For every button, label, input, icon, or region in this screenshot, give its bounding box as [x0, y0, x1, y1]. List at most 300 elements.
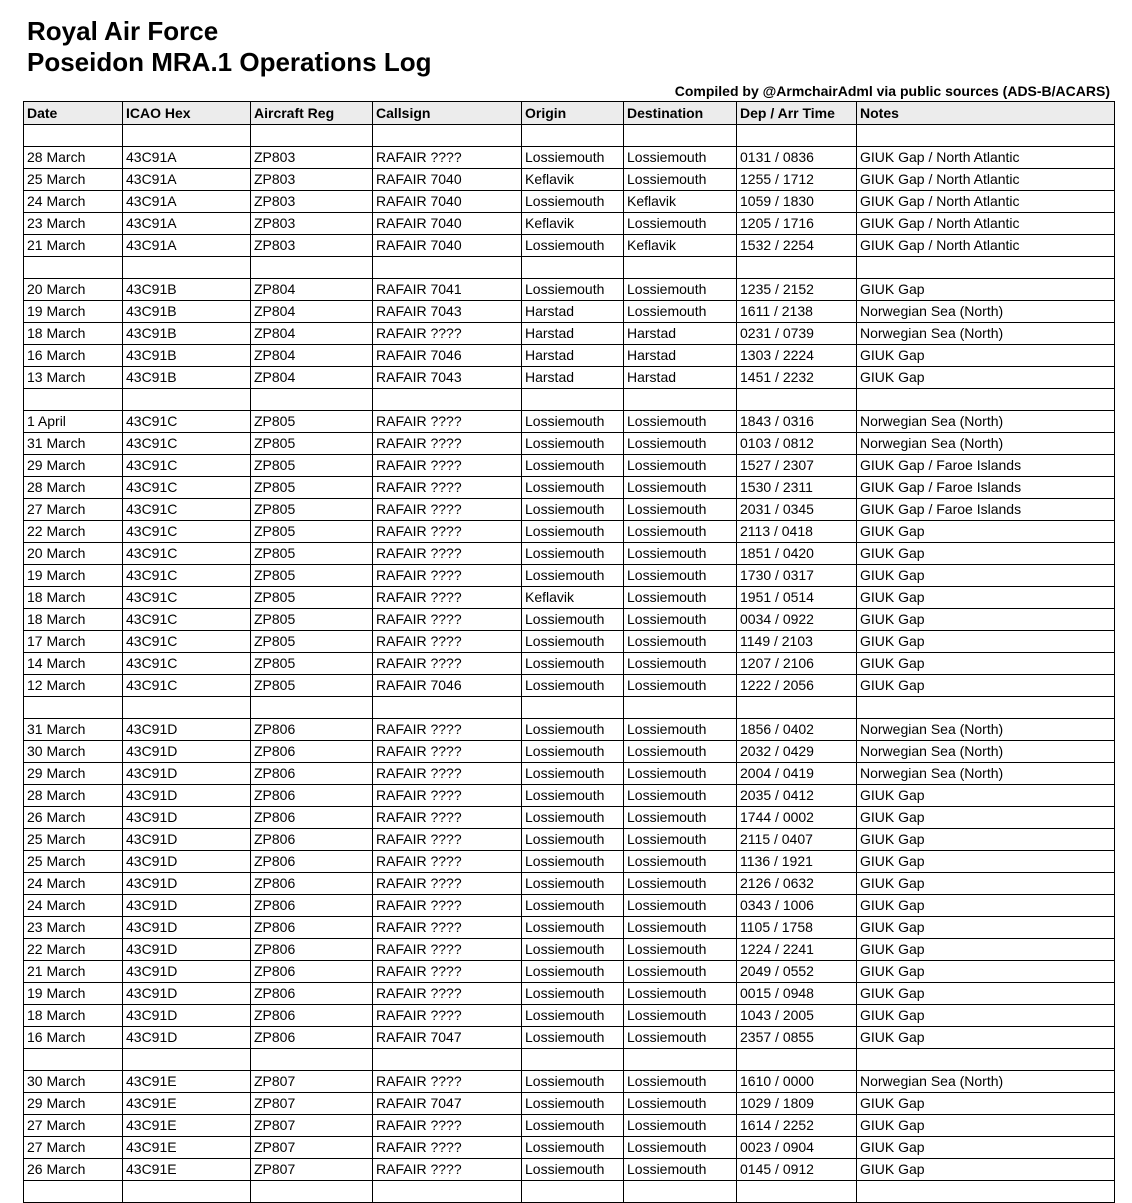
cell-icao-hex: 43C91C — [123, 477, 251, 499]
cell-date: 18 March — [24, 587, 123, 609]
cell-icao-hex: 43C91B — [123, 279, 251, 301]
cell-notes: GIUK Gap / North Atlantic — [857, 169, 1115, 191]
empty-cell — [522, 697, 624, 719]
cell-date: 29 March — [24, 455, 123, 477]
cell-aircraft-reg: ZP806 — [251, 719, 373, 741]
cell-notes: GIUK Gap — [857, 873, 1115, 895]
empty-cell — [737, 389, 857, 411]
cell-origin: Keflavik — [522, 587, 624, 609]
cell-aircraft-reg: ZP804 — [251, 279, 373, 301]
cell-destination: Lossiemouth — [624, 279, 737, 301]
cell-origin: Harstad — [522, 367, 624, 389]
cell-aircraft-reg: ZP807 — [251, 1137, 373, 1159]
cell-destination: Lossiemouth — [624, 631, 737, 653]
cell-destination: Lossiemouth — [624, 1027, 737, 1049]
cell-dep-arr-time: 1610 / 0000 — [737, 1071, 857, 1093]
column-header-callsign: Callsign — [373, 102, 522, 125]
cell-dep-arr-time: 1029 / 1809 — [737, 1093, 857, 1115]
cell-origin: Lossiemouth — [522, 719, 624, 741]
cell-icao-hex: 43C91E — [123, 1137, 251, 1159]
empty-cell — [737, 1049, 857, 1071]
cell-origin: Lossiemouth — [522, 917, 624, 939]
empty-cell — [251, 257, 373, 279]
cell-aircraft-reg: ZP805 — [251, 477, 373, 499]
empty-cell — [123, 125, 251, 147]
cell-destination: Lossiemouth — [624, 939, 737, 961]
table-row — [24, 213, 1115, 235]
cell-aircraft-reg: ZP805 — [251, 521, 373, 543]
empty-cell — [123, 257, 251, 279]
cell-date: 21 March — [24, 961, 123, 983]
table-row — [24, 609, 1115, 631]
cell-origin: Lossiemouth — [522, 1005, 624, 1027]
cell-notes: GIUK Gap — [857, 1115, 1115, 1137]
cell-icao-hex: 43C91D — [123, 851, 251, 873]
cell-aircraft-reg: ZP806 — [251, 785, 373, 807]
cell-date: 12 March — [24, 675, 123, 697]
cell-date: 31 March — [24, 433, 123, 455]
cell-notes: GIUK Gap — [857, 675, 1115, 697]
operations-log-table — [23, 101, 1115, 1203]
table-row — [24, 499, 1115, 521]
cell-callsign: RAFAIR ???? — [373, 587, 522, 609]
cell-origin: Keflavik — [522, 213, 624, 235]
cell-date: 31 March — [24, 719, 123, 741]
cell-dep-arr-time: 1303 / 2224 — [737, 345, 857, 367]
table-row — [24, 873, 1115, 895]
cell-aircraft-reg: ZP806 — [251, 873, 373, 895]
cell-date: 18 March — [24, 609, 123, 631]
empty-cell — [251, 1181, 373, 1203]
cell-origin: Lossiemouth — [522, 543, 624, 565]
empty-cell — [624, 125, 737, 147]
table-row — [24, 1093, 1115, 1115]
cell-date: 27 March — [24, 1137, 123, 1159]
table-row — [24, 895, 1115, 917]
cell-dep-arr-time: 1744 / 0002 — [737, 807, 857, 829]
empty-cell — [522, 1049, 624, 1071]
cell-origin: Lossiemouth — [522, 983, 624, 1005]
cell-date: 20 March — [24, 543, 123, 565]
empty-cell — [24, 125, 123, 147]
cell-notes: Norwegian Sea (North) — [857, 741, 1115, 763]
table-body — [24, 125, 1115, 1203]
cell-notes: GIUK Gap / Faroe Islands — [857, 477, 1115, 499]
cell-origin: Lossiemouth — [522, 873, 624, 895]
cell-dep-arr-time: 1059 / 1830 — [737, 191, 857, 213]
cell-notes: GIUK Gap — [857, 1093, 1115, 1115]
title-line-2: Poseidon MRA.1 Operations Log — [27, 47, 432, 77]
cell-date: 27 March — [24, 499, 123, 521]
cell-date: 16 March — [24, 345, 123, 367]
cell-callsign: RAFAIR 7046 — [373, 675, 522, 697]
cell-dep-arr-time: 2032 / 0429 — [737, 741, 857, 763]
cell-callsign: RAFAIR 7040 — [373, 169, 522, 191]
cell-aircraft-reg: ZP804 — [251, 323, 373, 345]
column-header-aircraft-reg: Aircraft Reg — [251, 102, 373, 125]
cell-date: 30 March — [24, 1071, 123, 1093]
cell-aircraft-reg: ZP804 — [251, 301, 373, 323]
table-row — [24, 543, 1115, 565]
cell-destination: Lossiemouth — [624, 433, 737, 455]
cell-destination: Lossiemouth — [624, 653, 737, 675]
cell-date: 28 March — [24, 147, 123, 169]
cell-callsign: RAFAIR 7047 — [373, 1093, 522, 1115]
cell-callsign: RAFAIR ???? — [373, 829, 522, 851]
cell-aircraft-reg: ZP806 — [251, 917, 373, 939]
cell-origin: Lossiemouth — [522, 961, 624, 983]
empty-cell — [123, 1181, 251, 1203]
empty-cell — [24, 389, 123, 411]
cell-icao-hex: 43C91E — [123, 1071, 251, 1093]
cell-date: 24 March — [24, 895, 123, 917]
cell-dep-arr-time: 2115 / 0407 — [737, 829, 857, 851]
empty-cell — [857, 125, 1115, 147]
cell-destination: Lossiemouth — [624, 1115, 737, 1137]
cell-icao-hex: 43C91E — [123, 1159, 251, 1181]
cell-callsign: RAFAIR ???? — [373, 147, 522, 169]
cell-date: 29 March — [24, 763, 123, 785]
cell-dep-arr-time: 1532 / 2254 — [737, 235, 857, 257]
table-row — [24, 719, 1115, 741]
cell-icao-hex: 43C91A — [123, 235, 251, 257]
cell-origin: Lossiemouth — [522, 807, 624, 829]
cell-callsign: RAFAIR ???? — [373, 895, 522, 917]
cell-dep-arr-time: 1527 / 2307 — [737, 455, 857, 477]
cell-origin: Lossiemouth — [522, 1159, 624, 1181]
empty-cell — [251, 1049, 373, 1071]
cell-dep-arr-time: 2126 / 0632 — [737, 873, 857, 895]
empty-cell — [737, 257, 857, 279]
cell-dep-arr-time: 0034 / 0922 — [737, 609, 857, 631]
cell-destination: Lossiemouth — [624, 213, 737, 235]
cell-aircraft-reg: ZP807 — [251, 1071, 373, 1093]
cell-date: 21 March — [24, 235, 123, 257]
cell-origin: Lossiemouth — [522, 895, 624, 917]
cell-aircraft-reg: ZP803 — [251, 213, 373, 235]
cell-aircraft-reg: ZP805 — [251, 675, 373, 697]
table-row — [24, 939, 1115, 961]
empty-cell — [24, 257, 123, 279]
cell-destination: Lossiemouth — [624, 147, 737, 169]
cell-callsign: RAFAIR ???? — [373, 609, 522, 631]
cell-date: 28 March — [24, 477, 123, 499]
cell-dep-arr-time: 1255 / 1712 — [737, 169, 857, 191]
cell-aircraft-reg: ZP805 — [251, 411, 373, 433]
cell-callsign: RAFAIR ???? — [373, 455, 522, 477]
cell-notes: Norwegian Sea (North) — [857, 1071, 1115, 1093]
cell-origin: Lossiemouth — [522, 763, 624, 785]
cell-notes: Norwegian Sea (North) — [857, 301, 1115, 323]
cell-origin: Lossiemouth — [522, 939, 624, 961]
cell-icao-hex: 43C91C — [123, 411, 251, 433]
credit-line: Compiled by @ArmchairAdml via public sources (ADS-B/ACARS) — [674, 83, 1110, 99]
cell-notes: Norwegian Sea (North) — [857, 763, 1115, 785]
cell-aircraft-reg: ZP806 — [251, 983, 373, 1005]
cell-callsign: RAFAIR ???? — [373, 763, 522, 785]
cell-destination: Lossiemouth — [624, 719, 737, 741]
cell-origin: Lossiemouth — [522, 191, 624, 213]
cell-date: 22 March — [24, 939, 123, 961]
cell-dep-arr-time: 1614 / 2252 — [737, 1115, 857, 1137]
cell-aircraft-reg: ZP805 — [251, 499, 373, 521]
empty-cell — [373, 125, 522, 147]
cell-dep-arr-time: 2004 / 0419 — [737, 763, 857, 785]
cell-notes: GIUK Gap — [857, 1005, 1115, 1027]
cell-icao-hex: 43C91C — [123, 609, 251, 631]
empty-cell — [251, 697, 373, 719]
empty-cell — [373, 389, 522, 411]
cell-notes: GIUK Gap / North Atlantic — [857, 147, 1115, 169]
cell-aircraft-reg: ZP803 — [251, 169, 373, 191]
cell-destination: Harstad — [624, 367, 737, 389]
cell-icao-hex: 43C91C — [123, 521, 251, 543]
empty-cell — [624, 697, 737, 719]
empty-cell — [123, 697, 251, 719]
cell-icao-hex: 43C91C — [123, 565, 251, 587]
cell-destination: Lossiemouth — [624, 829, 737, 851]
cell-date: 24 March — [24, 191, 123, 213]
cell-icao-hex: 43C91D — [123, 741, 251, 763]
cell-destination: Keflavik — [624, 191, 737, 213]
empty-cell — [123, 389, 251, 411]
cell-callsign: RAFAIR ???? — [373, 411, 522, 433]
cell-notes: GIUK Gap — [857, 367, 1115, 389]
cell-dep-arr-time: 1207 / 2106 — [737, 653, 857, 675]
table-row — [24, 521, 1115, 543]
cell-callsign: RAFAIR ???? — [373, 543, 522, 565]
cell-aircraft-reg: ZP806 — [251, 763, 373, 785]
cell-dep-arr-time: 1951 / 0514 — [737, 587, 857, 609]
cell-icao-hex: 43C91B — [123, 301, 251, 323]
cell-date: 1 April — [24, 411, 123, 433]
cell-callsign: RAFAIR 7047 — [373, 1027, 522, 1049]
cell-notes: GIUK Gap — [857, 1159, 1115, 1181]
cell-aircraft-reg: ZP805 — [251, 609, 373, 631]
cell-icao-hex: 43C91E — [123, 1115, 251, 1137]
cell-origin: Lossiemouth — [522, 675, 624, 697]
cell-callsign: RAFAIR 7040 — [373, 235, 522, 257]
empty-cell — [857, 389, 1115, 411]
cell-aircraft-reg: ZP807 — [251, 1115, 373, 1137]
cell-callsign: RAFAIR ???? — [373, 1071, 522, 1093]
table-row — [24, 411, 1115, 433]
cell-icao-hex: 43C91C — [123, 653, 251, 675]
cell-dep-arr-time: 1851 / 0420 — [737, 543, 857, 565]
cell-aircraft-reg: ZP805 — [251, 653, 373, 675]
cell-dep-arr-time: 1856 / 0402 — [737, 719, 857, 741]
cell-notes: GIUK Gap — [857, 521, 1115, 543]
cell-dep-arr-time: 0131 / 0836 — [737, 147, 857, 169]
cell-callsign: RAFAIR 7040 — [373, 191, 522, 213]
cell-origin: Lossiemouth — [522, 455, 624, 477]
table-row — [24, 455, 1115, 477]
cell-aircraft-reg: ZP806 — [251, 851, 373, 873]
cell-origin: Lossiemouth — [522, 521, 624, 543]
empty-cell — [522, 257, 624, 279]
empty-cell — [123, 1049, 251, 1071]
cell-destination: Lossiemouth — [624, 521, 737, 543]
cell-notes: GIUK Gap — [857, 785, 1115, 807]
cell-dep-arr-time: 0145 / 0912 — [737, 1159, 857, 1181]
cell-notes: GIUK Gap / North Atlantic — [857, 213, 1115, 235]
cell-notes: GIUK Gap — [857, 543, 1115, 565]
table-row — [24, 345, 1115, 367]
table-row — [24, 301, 1115, 323]
cell-origin: Lossiemouth — [522, 1027, 624, 1049]
cell-destination: Lossiemouth — [624, 851, 737, 873]
cell-icao-hex: 43C91C — [123, 455, 251, 477]
cell-notes: GIUK Gap — [857, 917, 1115, 939]
cell-dep-arr-time: 1530 / 2311 — [737, 477, 857, 499]
table-row — [24, 961, 1115, 983]
table-row — [24, 235, 1115, 257]
table-row — [24, 323, 1115, 345]
cell-icao-hex: 43C91A — [123, 147, 251, 169]
cell-date: 19 March — [24, 565, 123, 587]
cell-dep-arr-time: 0231 / 0739 — [737, 323, 857, 345]
cell-aircraft-reg: ZP805 — [251, 543, 373, 565]
table-row — [24, 851, 1115, 873]
cell-destination: Keflavik — [624, 235, 737, 257]
cell-callsign: RAFAIR ???? — [373, 961, 522, 983]
cell-date: 28 March — [24, 785, 123, 807]
cell-notes: GIUK Gap — [857, 279, 1115, 301]
cell-dep-arr-time: 2357 / 0855 — [737, 1027, 857, 1049]
cell-origin: Lossiemouth — [522, 565, 624, 587]
cell-destination: Lossiemouth — [624, 609, 737, 631]
empty-cell — [522, 125, 624, 147]
empty-cell — [624, 257, 737, 279]
cell-destination: Lossiemouth — [624, 543, 737, 565]
cell-destination: Lossiemouth — [624, 961, 737, 983]
cell-dep-arr-time: 1136 / 1921 — [737, 851, 857, 873]
empty-cell — [737, 125, 857, 147]
cell-origin: Lossiemouth — [522, 477, 624, 499]
cell-callsign: RAFAIR ???? — [373, 631, 522, 653]
cell-destination: Lossiemouth — [624, 763, 737, 785]
cell-destination: Lossiemouth — [624, 1005, 737, 1027]
cell-dep-arr-time: 0015 / 0948 — [737, 983, 857, 1005]
cell-notes: GIUK Gap — [857, 565, 1115, 587]
cell-origin: Lossiemouth — [522, 499, 624, 521]
cell-aircraft-reg: ZP806 — [251, 939, 373, 961]
cell-origin: Lossiemouth — [522, 653, 624, 675]
cell-notes: GIUK Gap / Faroe Islands — [857, 499, 1115, 521]
cell-destination: Lossiemouth — [624, 169, 737, 191]
cell-aircraft-reg: ZP804 — [251, 367, 373, 389]
cell-icao-hex: 43C91D — [123, 939, 251, 961]
cell-callsign: RAFAIR ???? — [373, 851, 522, 873]
cell-origin: Lossiemouth — [522, 147, 624, 169]
cell-icao-hex: 43C91B — [123, 345, 251, 367]
cell-date: 19 March — [24, 983, 123, 1005]
cell-destination: Lossiemouth — [624, 675, 737, 697]
cell-callsign: RAFAIR ???? — [373, 433, 522, 455]
cell-notes: GIUK Gap — [857, 609, 1115, 631]
empty-cell — [251, 389, 373, 411]
table-row — [24, 279, 1115, 301]
empty-cell — [857, 257, 1115, 279]
cell-destination: Lossiemouth — [624, 807, 737, 829]
cell-origin: Keflavik — [522, 169, 624, 191]
empty-cell — [373, 1049, 522, 1071]
cell-callsign: RAFAIR ???? — [373, 939, 522, 961]
cell-origin: Lossiemouth — [522, 1093, 624, 1115]
empty-cell — [373, 257, 522, 279]
cell-notes: Norwegian Sea (North) — [857, 411, 1115, 433]
cell-icao-hex: 43C91C — [123, 631, 251, 653]
cell-aircraft-reg: ZP806 — [251, 741, 373, 763]
cell-icao-hex: 43C91C — [123, 433, 251, 455]
table-row — [24, 653, 1115, 675]
cell-icao-hex: 43C91D — [123, 1005, 251, 1027]
cell-aircraft-reg: ZP805 — [251, 631, 373, 653]
table-row — [24, 367, 1115, 389]
cell-aircraft-reg: ZP803 — [251, 147, 373, 169]
cell-icao-hex: 43C91E — [123, 1093, 251, 1115]
cell-notes: GIUK Gap — [857, 1137, 1115, 1159]
cell-date: 25 March — [24, 829, 123, 851]
table-row — [24, 829, 1115, 851]
table-row — [24, 587, 1115, 609]
cell-notes: GIUK Gap / North Atlantic — [857, 235, 1115, 257]
spacer-row — [24, 1181, 1115, 1203]
empty-cell — [624, 389, 737, 411]
page-title — [27, 16, 431, 78]
cell-notes: GIUK Gap — [857, 851, 1115, 873]
cell-aircraft-reg: ZP806 — [251, 1005, 373, 1027]
cell-icao-hex: 43C91D — [123, 785, 251, 807]
cell-notes: Norwegian Sea (North) — [857, 323, 1115, 345]
spacer-row — [24, 1049, 1115, 1071]
cell-date: 25 March — [24, 169, 123, 191]
cell-destination: Lossiemouth — [624, 565, 737, 587]
cell-notes: GIUK Gap — [857, 587, 1115, 609]
empty-cell — [24, 697, 123, 719]
cell-dep-arr-time: 1149 / 2103 — [737, 631, 857, 653]
table-row — [24, 1159, 1115, 1181]
cell-notes: GIUK Gap / North Atlantic — [857, 191, 1115, 213]
column-header-dep-arr-time: Dep / Arr Time — [737, 102, 857, 125]
cell-destination: Lossiemouth — [624, 477, 737, 499]
cell-callsign: RAFAIR ???? — [373, 565, 522, 587]
cell-icao-hex: 43C91D — [123, 1027, 251, 1049]
cell-origin: Lossiemouth — [522, 433, 624, 455]
cell-callsign: RAFAIR 7043 — [373, 367, 522, 389]
cell-callsign: RAFAIR ???? — [373, 785, 522, 807]
cell-callsign: RAFAIR ???? — [373, 477, 522, 499]
spacer-row — [24, 125, 1115, 147]
cell-aircraft-reg: ZP806 — [251, 961, 373, 983]
cell-callsign: RAFAIR ???? — [373, 873, 522, 895]
cell-callsign: RAFAIR 7041 — [373, 279, 522, 301]
cell-aircraft-reg: ZP806 — [251, 807, 373, 829]
cell-date: 16 March — [24, 1027, 123, 1049]
cell-icao-hex: 43C91D — [123, 807, 251, 829]
empty-cell — [857, 697, 1115, 719]
cell-date: 29 March — [24, 1093, 123, 1115]
cell-icao-hex: 43C91D — [123, 719, 251, 741]
cell-dep-arr-time: 2113 / 0418 — [737, 521, 857, 543]
cell-icao-hex: 43C91B — [123, 367, 251, 389]
table-row — [24, 433, 1115, 455]
cell-destination: Lossiemouth — [624, 1159, 737, 1181]
cell-notes: GIUK Gap — [857, 1027, 1115, 1049]
table-row — [24, 741, 1115, 763]
cell-destination: Lossiemouth — [624, 917, 737, 939]
cell-icao-hex: 43C91A — [123, 191, 251, 213]
